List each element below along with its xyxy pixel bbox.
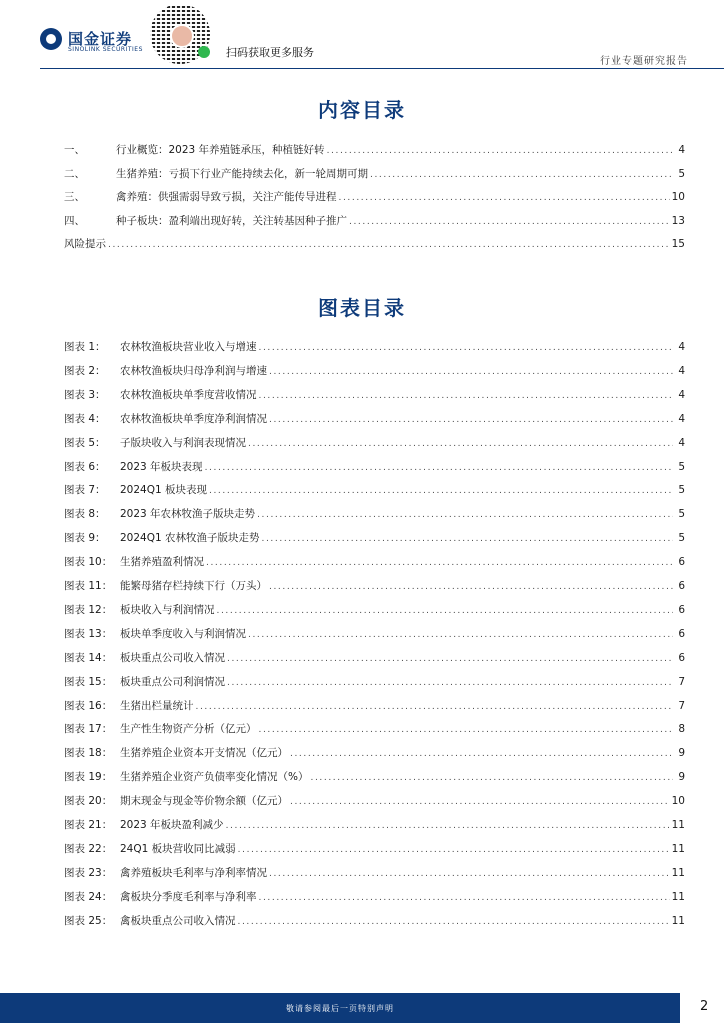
figure-entry-leader-dots xyxy=(259,893,670,903)
figure-entry-page: 4 xyxy=(678,341,685,353)
figure-entry-leader-dots xyxy=(248,439,673,449)
contents-entry-leader-dots xyxy=(327,146,673,156)
figure-entry-page: 4 xyxy=(678,364,685,377)
report-type-label: 行业专题研究报告 xyxy=(600,56,688,67)
figure-entry-number: 图表 11： xyxy=(64,580,113,592)
figure-entry[interactable] xyxy=(64,865,685,881)
figure-entry-label: 板块收入与利润情况 xyxy=(120,603,215,616)
contents-entry[interactable] xyxy=(64,166,685,182)
figure-entry[interactable] xyxy=(64,889,685,905)
wechat-badge-icon xyxy=(198,46,210,58)
contents-entry[interactable] xyxy=(64,142,685,158)
figure-entry-page: 11 xyxy=(671,819,685,831)
figure-entry-page: 7 xyxy=(678,675,685,688)
logo-chinese-name: 国金证券 xyxy=(68,30,133,48)
figure-entry-page: 9 xyxy=(678,747,685,760)
figure-entry-page: 11 xyxy=(671,890,685,903)
contents-entry-label: 风险提示 xyxy=(64,238,106,250)
figure-entry-leader-dots xyxy=(269,415,673,425)
figure-entry[interactable] xyxy=(64,363,685,379)
figure-entry-leader-dots xyxy=(269,869,670,879)
figure-entry-leader-dots xyxy=(238,845,670,855)
contents-entry-number: 一、 xyxy=(64,144,85,156)
figure-entry-leader-dots xyxy=(227,678,673,688)
figure-entry-number: 图表 23： xyxy=(64,866,113,879)
figure-entry-page: 5 xyxy=(678,508,685,521)
figure-entry-number: 图表 3： xyxy=(64,388,106,401)
figure-entry-label: 生产性生物资产分析（亿元） xyxy=(120,723,257,736)
figure-entry-page: 4 xyxy=(678,436,685,449)
figure-entry-page: 10 xyxy=(671,795,685,808)
figure-entry-number: 图表 22： xyxy=(64,842,113,855)
figure-entry-page: 7 xyxy=(678,699,685,712)
figure-entry-label: 禽板块重点公司收入情况 xyxy=(120,914,236,927)
figure-entry[interactable] xyxy=(64,411,685,427)
figure-entry-number: 图表 2： xyxy=(64,364,106,377)
figure-entry-label: 农林牧渔板块营业收入与增速 xyxy=(120,341,257,353)
contents-title: 内容目录 xyxy=(318,98,406,122)
page-header xyxy=(0,0,724,68)
figure-entry[interactable] xyxy=(64,578,685,594)
contents-entry-number: 四、 xyxy=(64,214,85,227)
figure-entry-page: 11 xyxy=(671,914,685,927)
figure-entry[interactable] xyxy=(64,339,685,355)
figure-entry-leader-dots xyxy=(290,797,670,807)
figure-entry-label: 子版块收入与利润表现情况 xyxy=(120,436,246,449)
figure-entry-label: 生猪出栏量统计 xyxy=(120,699,194,712)
figure-entry-leader-dots xyxy=(259,391,674,401)
figure-entry[interactable] xyxy=(64,721,685,737)
figure-entry-label: 2024Q1 板块表现 xyxy=(120,484,208,497)
figure-entry-number: 图表 8： xyxy=(64,508,106,521)
figure-entry-label: 2023 年板块盈利减少 xyxy=(120,819,224,831)
figure-entry-label: 板块重点公司收入情况 xyxy=(120,651,225,664)
figure-entry-leader-dots xyxy=(248,630,673,640)
contents-entry-number: 三、 xyxy=(64,191,85,203)
figure-entry-number: 图表 18： xyxy=(64,747,113,760)
figure-entry-leader-dots xyxy=(206,558,673,568)
qr-code-center-logo xyxy=(170,24,194,48)
figure-entry-label: 农林牧渔板块单季度净利润情况 xyxy=(120,412,267,425)
figure-entry-number: 图表 1： xyxy=(64,341,106,353)
figure-entry-label: 板块重点公司利润情况 xyxy=(120,675,225,688)
figure-entry-leader-dots xyxy=(262,534,673,544)
figure-entry-label: 生猪养殖盈利情况 xyxy=(120,556,204,569)
figure-entry-leader-dots xyxy=(269,582,673,592)
figure-entry[interactable] xyxy=(64,817,685,833)
figure-entry-number: 图表 19： xyxy=(64,771,113,784)
figure-entry-label: 能繁母猪存栏持续下行（万头） xyxy=(120,580,267,592)
figure-entry-label: 生猪养殖企业资产负债率变化情况（%） xyxy=(120,771,309,784)
figure-entry[interactable] xyxy=(64,554,685,570)
figure-entry[interactable] xyxy=(64,626,685,642)
figure-entry[interactable] xyxy=(64,769,685,785)
figure-entry-number: 图表 10： xyxy=(64,556,113,569)
figure-entry[interactable] xyxy=(64,650,685,666)
contents-entry-page: 15 xyxy=(671,238,685,250)
figure-entry[interactable] xyxy=(64,674,685,690)
page-number: 2 xyxy=(700,999,709,1014)
figure-entry-page: 5 xyxy=(678,532,685,545)
figure-entry-label: 2023 年板块表现 xyxy=(120,460,203,473)
contents-entry-leader-dots xyxy=(349,217,670,227)
figure-entry-number: 图表 20： xyxy=(64,795,113,808)
figure-entry-leader-dots xyxy=(196,702,674,712)
figure-entry[interactable] xyxy=(64,745,685,761)
contents-entry[interactable] xyxy=(64,236,685,252)
figure-entry-page: 6 xyxy=(678,651,685,664)
contents-entry-leader-dots xyxy=(108,240,670,250)
figure-entry-label: 2024Q1 农林牧渔子版块走势 xyxy=(120,532,260,545)
figure-entry-label: 农林牧渔板块单季度营收情况 xyxy=(120,388,257,401)
figure-entry-number: 图表 12： xyxy=(64,603,113,616)
figure-entry-number: 图表 21： xyxy=(64,819,113,831)
contents-entry-page: 5 xyxy=(678,167,685,180)
contents-entry-label: 种子板块：盈利端出现好转，关注转基因种子推广 xyxy=(116,214,347,227)
figure-entry[interactable] xyxy=(64,602,685,618)
contents-entry-leader-dots xyxy=(339,193,670,203)
contents-entry[interactable] xyxy=(64,189,685,205)
figure-entry-page: 6 xyxy=(678,603,685,616)
scan-for-service-text: 扫码获取更多服务 xyxy=(226,46,314,59)
contents-entry-label: 禽养殖：供强需弱导致亏损，关注产能传导进程 xyxy=(116,191,337,203)
figure-entry-number: 图表 9： xyxy=(64,532,106,545)
figure-entry-number: 图表 24： xyxy=(64,890,113,903)
figure-entry-page: 4 xyxy=(678,412,685,425)
figures-title: 图表目录 xyxy=(318,296,406,320)
figure-entry-leader-dots xyxy=(238,917,670,927)
figure-entry-page: 11 xyxy=(671,866,685,879)
figure-entry-label: 期末现金与现金等价物余额（亿元） xyxy=(120,795,288,808)
figure-entry[interactable] xyxy=(64,841,685,857)
figure-entry[interactable] xyxy=(64,459,685,475)
figure-entry[interactable] xyxy=(64,530,685,546)
figure-entry-leader-dots xyxy=(227,654,673,664)
figure-entry-leader-dots xyxy=(209,486,673,496)
figure-entry-label: 禽养殖板块毛利率与净利率情况 xyxy=(120,866,267,879)
figure-entry-number: 图表 16： xyxy=(64,699,113,712)
footer-disclaimer: 敬请参阅最后一页特别声明 xyxy=(286,1004,394,1013)
sinolink-logo-icon xyxy=(40,28,62,50)
figure-entry-label: 生猪养殖企业资本开支情况（亿元） xyxy=(120,747,288,760)
figure-entry-number: 图表 25： xyxy=(64,914,113,927)
contents-entry-page: 4 xyxy=(678,144,685,156)
figure-entry-page: 6 xyxy=(678,556,685,569)
figure-entry[interactable] xyxy=(64,913,685,929)
figure-entry-number: 图表 17： xyxy=(64,723,113,736)
header-divider xyxy=(40,68,724,69)
figure-entry-leader-dots xyxy=(259,343,674,353)
contents-entry-label: 行业概览：2023 年养殖链承压，种植链好转 xyxy=(116,144,325,156)
contents-entry-page: 13 xyxy=(671,214,685,227)
figure-entry-label: 板块单季度收入与利润情况 xyxy=(120,627,246,640)
figure-entry-leader-dots xyxy=(205,463,673,473)
figure-entry-number: 图表 6： xyxy=(64,460,106,473)
figure-entry-leader-dots xyxy=(257,510,673,520)
figure-entry[interactable] xyxy=(64,482,685,498)
contents-entry-leader-dots xyxy=(370,170,673,180)
figure-entry-leader-dots xyxy=(269,367,673,377)
figure-entry-number: 图表 13： xyxy=(64,627,113,640)
figure-entry-label: 禽板块分季度毛利率与净利率 xyxy=(120,890,257,903)
figure-entry-number: 图表 4： xyxy=(64,412,106,425)
contents-entry-number: 二、 xyxy=(64,167,85,180)
figure-entry[interactable] xyxy=(64,435,685,451)
contents-entry-page: 10 xyxy=(671,191,685,203)
figure-entry-leader-dots xyxy=(217,606,674,616)
figure-entry-page: 9 xyxy=(678,771,685,784)
figure-entry-label: 2023 年农林牧渔子版块走势 xyxy=(120,508,256,521)
figure-entry-label: 24Q1 板块营收同比减弱 xyxy=(120,842,236,855)
figure-entry-number: 图表 7： xyxy=(64,484,106,497)
contents-entry-label: 生猪养殖：亏损下行业产能持续去化，新一轮周期可期 xyxy=(116,167,368,180)
figure-entry-page: 5 xyxy=(678,460,685,473)
figure-entry-leader-dots xyxy=(310,773,673,783)
figure-entry-label: 农林牧渔板块归母净利润与增速 xyxy=(120,364,267,377)
figure-entry-page: 4 xyxy=(678,388,685,401)
figure-entry-number: 图表 15： xyxy=(64,675,113,688)
figure-entry-number: 图表 14： xyxy=(64,651,113,664)
contents-entry[interactable] xyxy=(64,213,685,229)
figure-entry-leader-dots xyxy=(290,749,673,759)
figure-entry-page: 6 xyxy=(678,580,685,592)
figure-entry-number: 图表 5： xyxy=(64,436,106,449)
figure-entry-leader-dots xyxy=(226,821,670,831)
figure-entry[interactable] xyxy=(64,698,685,714)
figure-entry-page: 6 xyxy=(678,627,685,640)
figure-entry-page: 8 xyxy=(678,723,685,736)
figure-entry-page: 5 xyxy=(678,484,685,497)
figure-entry[interactable] xyxy=(64,387,685,403)
figure-entry[interactable] xyxy=(64,506,685,522)
figure-entry-page: 11 xyxy=(671,842,685,855)
logo-english-name: SINOLINK SECURITIES xyxy=(68,46,143,53)
figure-entry[interactable] xyxy=(64,793,685,809)
figure-entry-leader-dots xyxy=(259,725,674,735)
